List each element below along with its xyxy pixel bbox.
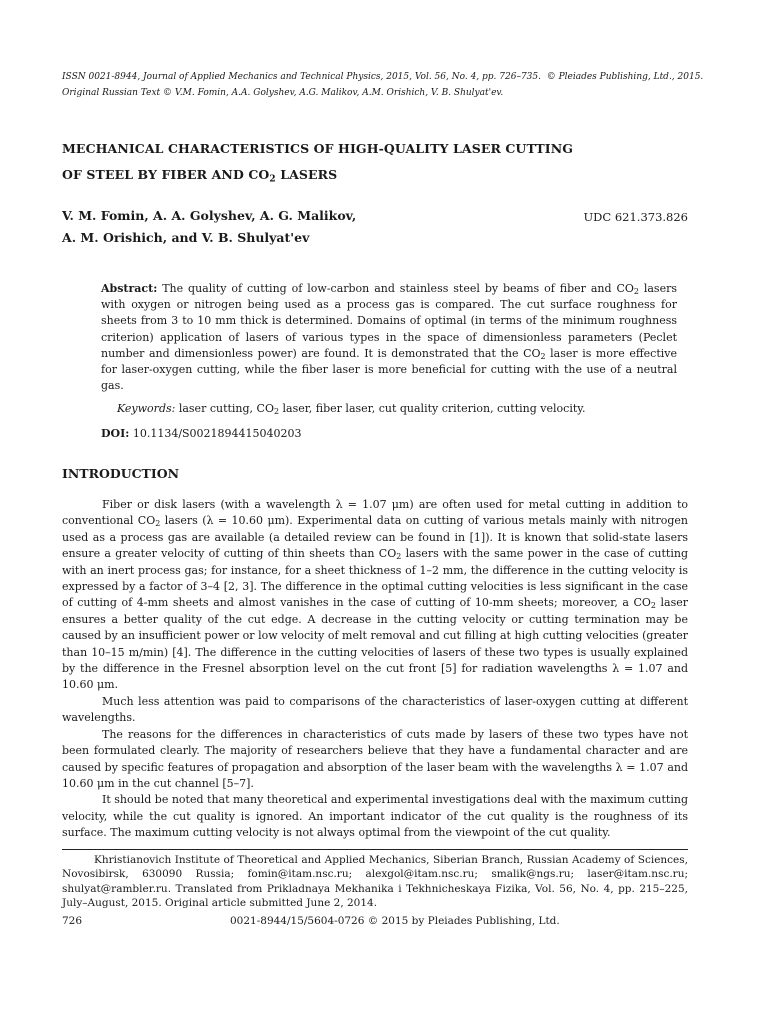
abstract-text-1: The quality of cutting of low-carbon and stainless steel by beams of fiber and CO: [157, 282, 634, 295]
keywords-text-1: laser cutting, CO: [175, 402, 274, 415]
udc-code: UDC 621.373.826: [583, 210, 688, 224]
issn-line: ISSN 0021-8944, Journal of Applied Mechanics and Technical Physics, 2015, Vol. 56, No. 4, pp. 726–735.: [62, 72, 541, 82]
introduction-body: [62, 497, 688, 842]
abstract-text-2: lasers with oxygen or nitrogen being used as a process gas is compared. The cut surface roughness for sheets from 3 to 10 mm thick is determined. Domains of optimal (in terms of the minimum roughness criterion) application of lasers of various types in the space of dimensionless parameters (Peclet number and dimensionless power) are found. It is demonstrated that the CO: [101, 282, 677, 360]
co2-subscript: 2: [396, 552, 402, 562]
original-text-line: Original Russian Text © V.M. Fomin, A.A. Golyshev, A.G. Malikov, A.M. Orishich, V. B. Shulyat'ev.: [62, 88, 504, 98]
keywords: [117, 402, 586, 415]
authors-line-1: V. M. Fomin, A. A. Golyshev, A. G. Malikov,: [62, 208, 357, 223]
page-number: 726: [62, 915, 83, 927]
abstract-sub-2: 2: [540, 351, 546, 361]
title-line-2-text: OF STEEL BY FIBER AND CO: [62, 167, 270, 182]
paragraph-1-part-a: Fiber or disk lasers (with a wavelength λ = 1.07 μm) are often used for metal cutting in addition to conventional CO: [62, 498, 688, 528]
title-subscript: 2: [269, 174, 276, 185]
paragraph-2: Much less attention was paid to comparisons of the characteristics of laser-oxygen cutting at different wavelengths.: [62, 694, 688, 725]
abstract-sub-1: 2: [633, 286, 639, 296]
publisher-line: © Pleiades Publishing, Ltd., 2015.: [546, 72, 704, 82]
paragraph-1: [62, 497, 688, 694]
doi-label: DOI:: [101, 427, 130, 440]
paragraph-1-part-b: lasers (λ = 10.60 μm). Experimental data on cutting of various metals mainly with nitrogen used as a process gas are available (a detailed review can be found in [1]). It is known that solid-state lasers ensure a greater velocity of cutting of thin sheets than CO: [62, 514, 688, 561]
section-title: INTRODUCTION: [62, 466, 180, 481]
title-line-2: [62, 167, 338, 185]
doi-value[interactable]: 10.1134/S0021894415040203: [129, 427, 302, 440]
authors-line-2: A. M. Orishich, and V. B. Shulyat'ev: [62, 230, 310, 245]
co2-subscript: 2: [650, 601, 656, 611]
co2-subscript: 2: [155, 519, 161, 529]
title-line-2-end: LASERS: [275, 167, 338, 182]
copyright-line: 0021-8944/15/5604-0726 © 2015 by Pleiades Publishing, Ltd.: [230, 915, 560, 927]
paragraph-1-part-c: lasers with the same power in the case of cutting with an inert process gas; for instance, for a sheet thickness of 1–2 mm, the difference in the cutting velocity is expressed by a factor of 3–4 [2, 3]. The difference in the optimal cutting velocities is less significant in the case of cutting of 4-mm sheets and almost vanishes in the case of cutting of 10-mm sheets; moreover, a CO: [62, 547, 688, 610]
keywords-text-2: laser, fiber laser, cut quality criterion, cutting velocity.: [279, 402, 586, 415]
title-line-1: MECHANICAL CHARACTERISTICS OF HIGH-QUALITY LASER CUTTING: [62, 141, 574, 156]
paragraph-4: It should be noted that many theoretical and experimental investigations deal with the maximum cutting velocity, while the cut quality is ignored. An important indicator of the cut quality is the roughness of its surface. The maximum cutting velocity is not always optimal from the viewpoint of the cut quality.: [62, 793, 688, 840]
footnote-rule: [62, 849, 688, 850]
keywords-label: Keywords:: [117, 402, 176, 415]
paragraph-1-part-d: laser ensures a better quality of the cut edge. A decrease in the cutting velocity or cutting termination may be caused by an insufficient power or low velocity of melt removal and cut filling at high cutting velocities (greater than 10–15 m/min) [4]. The difference in the cutting velocities of lasers of these two types is usually explained by the difference in the Fresnel absorption level on the cut front [5] for radiation wavelengths λ = 1.07 and 10.60 μm.: [62, 596, 688, 692]
abstract-label: Abstract:: [101, 282, 158, 295]
paragraph-3: The reasons for the differences in characteristics of cuts made by lasers of these two types have not been formulated clearly. The majority of researchers believe that they have a fundamental character and are caused by specific features of propagation and absorption of the laser beam with the wavelengths λ = 1.07 and 10.60 μm in the cut channel [5–7].: [62, 727, 688, 790]
journal-header-line: [62, 71, 703, 84]
doi: [101, 427, 302, 440]
keywords-sub: 2: [273, 406, 280, 416]
abstract-text-3: laser is more effective for laser-oxygen cutting, while the fiber laser is more beneficial for cutting with the use of a neutral gas.: [101, 346, 677, 393]
footnote: Khristianovich Institute of Theoretical and Applied Mechanics, Siberian Branch, Russian Academy of Sciences, Novosibirsk, 630090 Russia; fomin@itam.nsc.ru; alexgol@itam.nsc.ru; smalik@ngs.ru; laser@itam.nsc.ru; shulyat@rambler.ru. Translated from Prikladnaya Mekhanika i Tekhnicheskaya Fizika, Vol. 56, No. 4, pp. 215–225, July–August, 2015. Original article submitted June 2, 2014.: [62, 854, 688, 910]
abstract: [101, 281, 677, 394]
